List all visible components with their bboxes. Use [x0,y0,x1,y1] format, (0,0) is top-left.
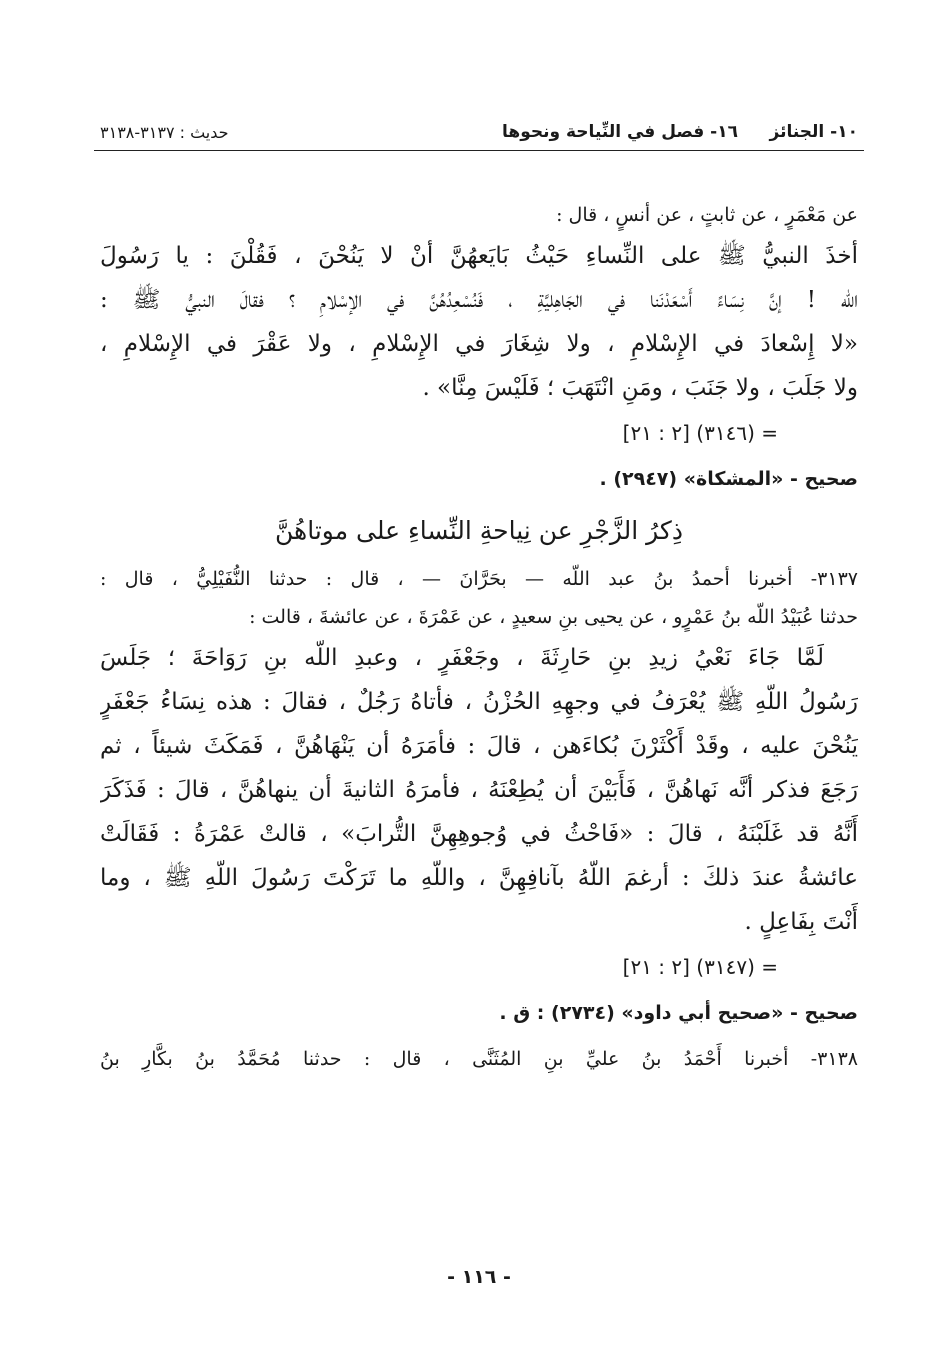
header-chapter-title: ١٦- فصل في النِّياحة ونحوها [502,122,738,142]
text-line: رَسُولُ اللّهِ ﷺ يُعْرَفُ في وجهِهِ الحُزْنُ ، فأتاهُ رَجُلٌ ، فقالَ : هذه نِسَاءُ جَعْفَرٍ [100,689,858,715]
isnad-line: ٣١٣٧- أخبرنا أحمدُ بنُ عبد اللّه — بحَرَّانَ — ، قال : حدثنا النُّفَيْلِيُّ ، قال : [100,568,858,590]
text-line: «لا إِسْعادَ في الإِسْلامِ ، ولا شِغَارَ في الإِسْلامِ ، ولا عَقْرَ في الإِسْلامِ ، [100,331,858,357]
isnad-line: حدثنا عُبَيْدُ اللّه بنُ عَمْرٍو ، عن يحيى بنِ سعيدٍ ، عن عَمْرَةَ ، عن عائشةَ ، قالت : [249,606,858,628]
header-book-title: ١٠- الجنائز [769,122,858,142]
text-line: أخذَ النبيُّ ﷺ على النِّساءِ حَيْثُ بَايَعهُنَّ أنْ لا يَنُحْنَ ، فَقُلْنَ : يا رَسُولَ [100,243,858,269]
text-line: رَجَعَ فذكر أنَّه نَهاهُنَّ ، فَأَبَيْنَ أن يُطِعْنَهُ ، فأمرَهُ الثانيةَ أن ينهاهُنَّ ، قالَ : فَذَكَرَ [100,777,858,803]
book-page [100,0,858,1371]
hadith-grade: صحيح - «المشكاة» (٢٩٤٧) . [599,468,858,490]
running-header [100,118,858,142]
hadith-grade: صحيح - «صحيح أبي داود» (٢٧٣٤) : ق . [499,1002,858,1024]
page-body [100,196,858,1082]
text-line: يَنُحْنَ عليه ، وقَدْ أَكْثَرْنَ بُكاءَهن ، قالَ : فأمَرَهُ أن يَنْهَاهُنَّ ، فَمَكَثَ شيئاً ، ثم [100,733,858,759]
hadith-3137 [100,560,858,1036]
text-line: لَمَّا جَاءَ نَعْيُ زيدِ بنِ حَارِثَةَ ، وجَعْفَرٍ ، وعبدِ اللّه بنِ رَوَاحَةَ ؛ جَلَسَ [100,645,824,671]
cross-reference: = (٣١٤٧) [٢ : ٢١] [622,955,778,979]
header-hadith-range: حديث : ٣١٣٧-٣١٣٨ [100,123,229,142]
text-line: ولا جَلَبَ ، ولا جَنَبَ ، ومَنِ انْتَهَبَ ؛ فَلَيْسَ مِنَّا» . [422,375,858,401]
section-title: ذِكرُ الزَّجْرِ عن نِياحةِ النِّساءِ على موتاهُنَّ [275,516,683,545]
text-line: اللّه ! إنَّ نِسَاءً أَسْعَدْنَنا في الجَاهِليَّةِ ، فَنُسْعِدُهُنَّ في الإسْلامِ ؟ فقالَ النبيُّ ﷺ : [100,287,858,313]
text-line: أَنْتَ بِفَاعِلٍ . [744,909,858,935]
text-line: عن مَعْمَرٍ ، عن ثابتٍ ، عن أنسٍ ، قال : [556,204,858,226]
hadith-3138-start: ٣١٣٨- أخبرنا أَحْمَدُ بنُ عليِّ بنِ المُثَنَّى ، قال : حدثنا مُحَمَّدُ بنُ بكَّارِ بنُ [100,1048,858,1070]
text-line: عائشةُ عندَ ذلكَ : أرغمَ اللّهُ بآنافِهِنَّ ، واللّهِ ما تَرَكْتَ رَسُولَ اللّهِ ﷺ ، وما [100,865,858,891]
hadith-3136-continuation [100,196,858,502]
cross-reference: = (٣١٤٦) [٢ : ٢١] [622,421,778,445]
header-divider [94,150,864,151]
page-number: - ١١٦ - [447,1266,511,1288]
text-line: أَنَّهُ قد غَلَبْنَهُ ، قالَ : «فَاحْثُ في وُجوهِهِنَّ التُّرابَ» ، قالتْ عَمْرَةُ : فَقَالَتْ [100,821,858,847]
